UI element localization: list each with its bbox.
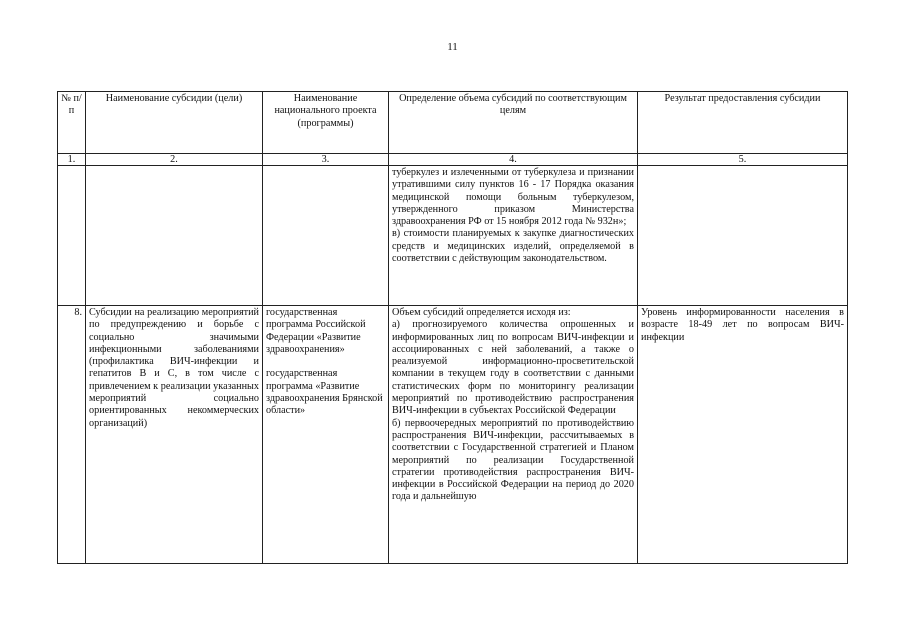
cell-number: 8. [58,306,86,564]
header-result: Результат предоставления субсидии [638,92,848,154]
subsidy-table [57,91,848,564]
table-row-8 [58,306,848,564]
cell-subsidy-name [86,166,263,306]
column-number: 1. [58,154,86,166]
column-number: 3. [263,154,389,166]
cell-subsidy-name: Субсидии на реализацию мероприятий по предупреждению и борьбе с социально значимыми инфекционными заболеваниями (профилактика ВИЧ-инфекции и гепатитов В и С, в том числе с привлечением к реализации указанных мероприятий социально ориентированных некоммерческих организаций) [86,306,263,564]
header-subsidy-name: Наименование субсидии (цели) [86,92,263,154]
header-national-project: Наименование национального проекта (программы) [263,92,389,154]
header-number: № п/п [58,92,86,154]
cell-volume-definition: туберкулез и излеченными от туберкулеза и признании утратившими силу пунктов 16 - 17 Порядка оказания медицинской помощи больным туберкулезом, утвержденного приказом Министерства здравоохранения РФ от 15 ноября 2012 года № 932н»; в) стоимости планируемых к закупке диагностических средств и медицинских изделий, определяемой в соответствии с действующим законодательством. [389,166,638,306]
cell-national-project [263,166,389,306]
column-number: 4. [389,154,638,166]
header-row [58,92,848,154]
column-number-row [58,154,848,166]
page-number: 11 [447,41,458,53]
cell-result [638,166,848,306]
header-volume-definition: Определение объема субсидий по соответствующим целям [389,92,638,154]
continuation-row [58,166,848,306]
cell-volume-definition: Объем субсидий определяется исходя из: а) прогнозируемого количества опрошенных и информированных лиц по вопросам ВИЧ-инфекции и ассоциированных с ней заболеваний, а также о реализуемой информационно-просветительской компании в текущем году в соответствии с данными статистических форм по мониторингу реализации мероприятий по противодействию распространения ВИЧ-инфекции в субъектах Российской Федерации б) первоочередных мероприятий по противодействию распространения ВИЧ-инфекции, рассчитываемых в соответствии с Государственной стратегией и Планом мероприятий по реализации Государственной стратегии противодействия распространения ВИЧ-инфекции в Российской Федерации на период до 2020 года и дальнейшую [389,306,638,564]
column-number: 5. [638,154,848,166]
cell-number [58,166,86,306]
cell-national-project: государственная программа Российской Федерации «Развитие здравоохранения» государственная программа «Развитие здравоохранения Брянской области» [263,306,389,564]
cell-result: Уровень информированности населения в возрасте 18-49 лет по вопросам ВИЧ-инфекции [638,306,848,564]
column-number: 2. [86,154,263,166]
